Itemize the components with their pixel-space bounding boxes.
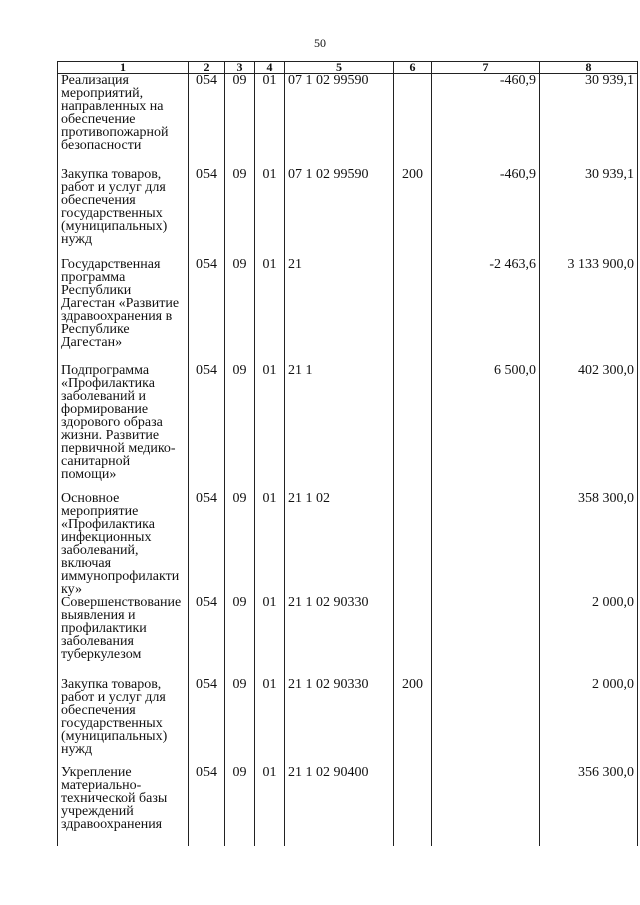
cell-change [432, 492, 540, 596]
cell-subsection: 01 [255, 492, 285, 596]
column-header: 3 [225, 62, 255, 74]
cell-ministry: 054 [189, 74, 225, 168]
header-row [58, 62, 638, 74]
cell-target-article: 07 1 02 99590 [285, 168, 394, 258]
cell-target-article: 21 1 02 90330 [285, 678, 394, 766]
cell-expense-type [394, 74, 432, 168]
row-name: Укрепление материально-технической базы учреждений здравоохранения [58, 766, 189, 846]
cell-ministry: 054 [189, 596, 225, 678]
cell-section: 09 [225, 364, 255, 492]
cell-ministry: 054 [189, 678, 225, 766]
row-name: Государственная программа Республики Дагестан «Развитие здравоохранения в Республике Дагестан» [58, 258, 189, 364]
table-row [58, 364, 638, 492]
table-row [58, 596, 638, 678]
cell-section: 09 [225, 168, 255, 258]
cell-change [432, 678, 540, 766]
cell-total: 3 133 900,0 [540, 258, 638, 364]
cell-target-article: 21 1 02 90400 [285, 766, 394, 846]
cell-expense-type [394, 596, 432, 678]
cell-expense-type [394, 364, 432, 492]
row-name: Закупка товаров, работ и услуг для обеспечения государственных (муниципальных) нужд [58, 678, 189, 766]
table-row [58, 258, 638, 364]
row-name: Основное мероприятие «Профилактика инфекционных заболеваний, включая иммунопрофилактику» [58, 492, 189, 596]
cell-ministry: 054 [189, 258, 225, 364]
cell-change: -2 463,6 [432, 258, 540, 364]
cell-change: 6 500,0 [432, 364, 540, 492]
cell-change: -460,9 [432, 74, 540, 168]
table-row [58, 492, 638, 596]
cell-ministry: 054 [189, 364, 225, 492]
page-number: 50 [314, 36, 326, 50]
cell-change: -460,9 [432, 168, 540, 258]
column-header: 7 [432, 62, 540, 74]
cell-expense-type [394, 258, 432, 364]
column-header: 4 [255, 62, 285, 74]
cell-section: 09 [225, 678, 255, 766]
cell-section: 09 [225, 596, 255, 678]
cell-subsection: 01 [255, 596, 285, 678]
cell-section: 09 [225, 492, 255, 596]
table-row [58, 678, 638, 766]
cell-ministry: 054 [189, 492, 225, 596]
row-name: Закупка товаров, работ и услуг для обеспечения государственных (муниципальных) нужд [58, 168, 189, 258]
cell-section: 09 [225, 766, 255, 846]
cell-section: 09 [225, 258, 255, 364]
cell-ministry: 054 [189, 766, 225, 846]
cell-total: 30 939,1 [540, 74, 638, 168]
cell-change [432, 766, 540, 846]
cell-target-article: 21 1 02 90330 [285, 596, 394, 678]
column-header: 2 [189, 62, 225, 74]
column-header: 5 [285, 62, 394, 74]
cell-total: 30 939,1 [540, 168, 638, 258]
cell-expense-type: 200 [394, 168, 432, 258]
row-name: Реализация мероприятий, направленных на обеспечение противопожарной безопасности [58, 74, 189, 168]
cell-subsection: 01 [255, 364, 285, 492]
cell-section: 09 [225, 74, 255, 168]
column-header: 1 [58, 62, 189, 74]
column-header: 6 [394, 62, 432, 74]
cell-expense-type [394, 492, 432, 596]
cell-total: 356 300,0 [540, 766, 638, 846]
table-row [58, 74, 638, 168]
cell-target-article: 21 [285, 258, 394, 364]
cell-expense-type [394, 766, 432, 846]
cell-target-article: 21 1 02 [285, 492, 394, 596]
table-row [58, 766, 638, 846]
column-header: 8 [540, 62, 638, 74]
row-name: Подпрограмма «Профилактика заболеваний и формирование здорового образа жизни. Развитие первичной медико-санитарной помощи» [58, 364, 189, 492]
cell-subsection: 01 [255, 74, 285, 168]
cell-total: 402 300,0 [540, 364, 638, 492]
cell-total: 2 000,0 [540, 596, 638, 678]
cell-subsection: 01 [255, 766, 285, 846]
cell-total: 2 000,0 [540, 678, 638, 766]
cell-change [432, 596, 540, 678]
cell-expense-type: 200 [394, 678, 432, 766]
cell-target-article: 07 1 02 99590 [285, 74, 394, 168]
table-row [58, 168, 638, 258]
cell-target-article: 21 1 [285, 364, 394, 492]
cell-subsection: 01 [255, 258, 285, 364]
cell-ministry: 054 [189, 168, 225, 258]
cell-subsection: 01 [255, 168, 285, 258]
cell-subsection: 01 [255, 678, 285, 766]
row-name: Совершенствование выявления и профилактики заболевания туберкулезом [58, 596, 189, 678]
cell-total: 358 300,0 [540, 492, 638, 596]
budget-table [57, 61, 638, 846]
